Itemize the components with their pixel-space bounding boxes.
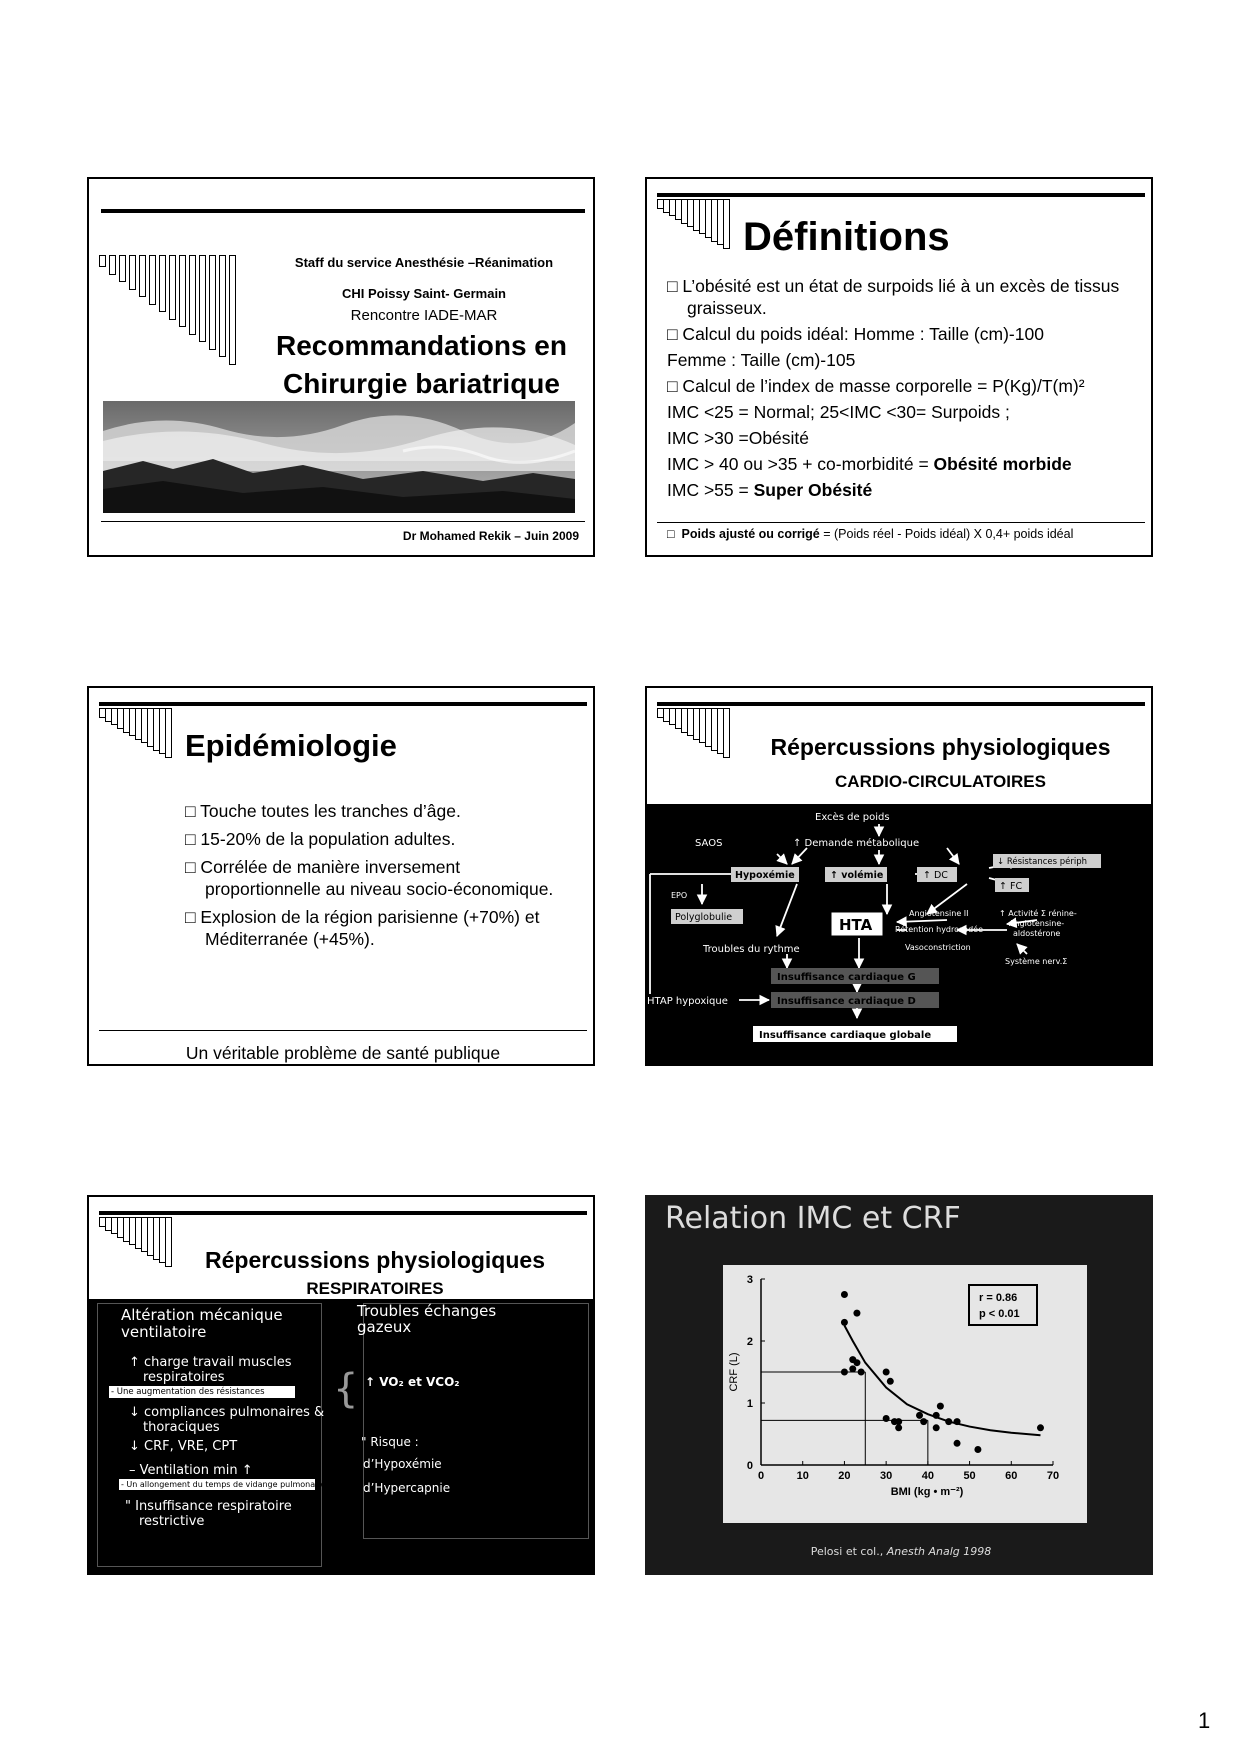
comb-tooth [219,255,226,357]
slide-2 [645,177,1153,557]
node-retention: Rétention hydrosodée [895,925,983,934]
slide-3 [87,686,595,1066]
y-tick-label: 3 [746,1274,753,1286]
slide-6 [645,1195,1153,1575]
hypoxemia-item: d’Hypoxémie [363,1457,442,1471]
note-rest: = (Poids réel - Poids idéal) X 0,4+ poids idéal [819,527,1074,541]
author-date: Dr Mohamed Rekik – Juin 2009 [402,529,579,543]
slide-title: Répercussions physiologiques [770,734,1111,760]
y-tick-label: 1 [746,1398,753,1410]
item-line: thoraciques [143,1420,220,1435]
node-icd: Insuffisance cardiaque D [777,996,916,1007]
header-line: gazeux [357,1318,412,1336]
node-saos: SAOS [695,838,723,849]
node-activite-2: Angiotensine- [1009,919,1065,928]
x-axis-label: BMI (kg • m⁻²) [890,1486,964,1498]
data-point [853,1359,860,1366]
data-point [895,1418,902,1425]
data-point [853,1310,860,1317]
node-hta: HTA [839,916,873,934]
slide-top-rule [657,193,1145,197]
node-epo: EPO [671,891,688,900]
list-item: □ Touche toutes les tranches d’âge. [185,801,461,821]
risk-item: " Risque : [361,1435,419,1449]
comb-decoration [99,255,239,365]
slide-title: Relation IMC et CRF [665,1201,961,1236]
comb-tooth [189,255,196,335]
comb-decoration [657,199,727,249]
node-hypoxemie: Hypoxémie [735,870,795,881]
definition-line: Femme : Taille (cm)-105 [667,350,856,370]
note-bullet: □ [667,527,675,541]
list-item: □ Explosion de la région parisienne (+70%) et Méditerranée (+45%). [185,907,540,949]
data-point [937,1403,944,1410]
list-item: □ Corrélée de manière inversement proportionnelle au niveau socio-économique. [185,857,554,899]
node-demande: ↑ Demande métabolique [793,838,920,849]
comb-tooth [179,255,186,327]
stats-label: p < 0.01 [979,1308,1020,1320]
x-tick-label: 70 [1046,1470,1060,1482]
data-point [883,1415,890,1422]
definition-line [667,479,1147,501]
data-point [945,1418,952,1425]
data-point [841,1291,848,1298]
comb-tooth [149,255,156,305]
data-point [895,1424,902,1431]
node-resistances: ↓ Résistances périph [997,857,1088,867]
slide-4 [645,686,1153,1066]
insufficiency-item [125,1499,292,1529]
definition-line: □ Calcul du poids idéal: Homme : Taille (cm)-100 [667,324,1044,344]
crf-bmi-chart [723,1265,1087,1523]
x-tick-label: 40 [921,1470,934,1482]
slide-top-rule [101,209,585,213]
data-point [887,1378,894,1385]
data-point [933,1424,940,1431]
data-point [954,1418,961,1425]
definitions-body [667,275,1147,505]
slide-top-rule [99,702,587,706]
data-point [883,1369,890,1376]
x-tick-label: 50 [963,1470,976,1482]
data-point [920,1418,927,1425]
slide-bottom-rule [101,521,585,522]
x-tick-label: 10 [796,1470,809,1482]
public-health-note: Un véritable problème de santé publique [185,1043,501,1063]
slide-top-rule [657,702,1145,706]
ventilation-item: – Ventilation min ↑ [129,1463,253,1478]
node-troubles: Troubles du rythme [703,944,800,955]
comb-tooth [209,255,216,350]
citation-authors: Pelosi et col., [810,1545,887,1558]
definition-line: IMC <25 = Normal; 25<IMC <30= Surpoids ; [667,402,1010,422]
data-point [954,1440,961,1447]
node-icg: Insuffisance cardiaque G [777,972,916,983]
comb-tooth [159,255,166,312]
compliance-item [129,1405,324,1435]
comb-tooth [199,255,206,342]
comb-tooth [99,255,106,267]
x-tick-label: 20 [838,1470,851,1482]
list-item: □ 15-20% de la population adultes. [185,829,456,849]
comb-tooth [723,199,730,249]
resistance-caption: - Une augmentation des résistances [109,1386,295,1398]
header-line: Altération mécanique [121,1306,283,1324]
imc40-bold: Obésité morbide [933,454,1072,474]
slide-5 [87,1195,595,1575]
comb-tooth [229,255,236,365]
citation [647,1545,1153,1558]
x-tick-label: 60 [1005,1470,1018,1482]
data-point [841,1369,848,1376]
header-line: ventilatoire [121,1323,207,1341]
data-point [933,1412,940,1419]
mechanical-header [121,1307,283,1341]
fit-curve [844,1326,1040,1436]
comb-tooth [169,255,176,320]
y-tick-label: 0 [746,1460,753,1472]
gas-exchange-box [363,1303,589,1539]
node-systeme: Système nerv.Σ [1005,957,1068,966]
definition-line: □ L’obésité est un état de surpoids lié à un excès de tissus graisseux. [667,276,1120,318]
stats-label: r = 0.86 [979,1292,1018,1304]
slide-1 [87,177,595,557]
imc40-text: IMC > 40 ou >35 + co-morbidité = [667,454,934,474]
note-bold: Poids ajusté ou corrigé [681,527,820,541]
x-tick-label: 0 [757,1470,765,1482]
slide-title [249,327,594,403]
hypercapnia-item: d’Hypercapnie [363,1481,451,1495]
node-angiotensine: Angiotensine II [909,909,969,918]
sea-rocks-photo [103,401,575,513]
slide-title: Répercussions physiologiques [205,1247,545,1273]
y-tick-label: 2 [746,1336,753,1348]
page-number: 1 [1198,1708,1211,1733]
x-tick-label: 30 [880,1470,893,1482]
node-fc: ↑ FC [999,881,1023,892]
node-vasoconstriction: Vasoconstriction [905,943,971,952]
epidemiology-list [185,800,565,956]
comb-decoration [99,1217,169,1267]
vo2-item: ↑ VO₂ et VCO₂ [365,1375,460,1389]
data-point [1037,1424,1044,1431]
data-point [974,1446,981,1453]
charge-item [129,1355,292,1385]
item-line: ↑ charge travail muscles [129,1355,292,1370]
item-line: ↓ compliances pulmonaires & [129,1405,325,1420]
slide-bottom-rule [657,522,1145,523]
data-point [858,1369,865,1376]
comb-tooth [119,255,126,282]
cardio-flow-diagram [647,804,1153,1066]
data-point [841,1319,848,1326]
imc55-bold: Super Obésité [753,480,873,500]
comb-tooth [723,708,730,758]
imc55-text: IMC >55 = [667,480,754,500]
data-point [849,1365,856,1372]
definition-line [667,453,1147,475]
slide-top-rule [99,1211,587,1215]
data-point [916,1412,923,1419]
respiratory-panel [89,1299,595,1575]
comb-tooth [165,1217,172,1267]
title-line-2: Chirurgie bariatrique [283,368,560,399]
comb-tooth [129,255,136,290]
crf-item: ↓ CRF, VRE, CPT [129,1439,238,1454]
node-activite-3: aldostérone [1013,929,1061,938]
node-dc: ↑ DC [923,870,948,881]
slide-subtitle: CARDIO-CIRCULATOIRES [835,772,1046,791]
node-exces: Excès de poids [815,812,890,823]
definition-line: □ Calcul de l’index de masse corporelle = P(Kg)/T(m)² [667,376,1085,396]
item-line: respiratoires [143,1370,225,1385]
node-htap: HTAP hypoxique [647,996,728,1007]
meeting-line: Rencontre IADE-MAR [350,307,498,324]
citation-journal: Anesth Analg 1998 [886,1545,992,1558]
staff-line: Staff du service Anesthésie –Réanimation [294,255,554,270]
node-icglobale: Insuffisance cardiaque globale [759,1030,932,1041]
slide-title: Epidémiologie [185,728,397,763]
comb-tooth [165,708,172,758]
comb-tooth [109,255,116,275]
node-polyglobulie: Polyglobulie [675,912,733,923]
y-axis-label: CRF (L) [728,1352,740,1392]
slide-subtitle: RESPIRATOIRES [306,1279,444,1298]
comb-decoration [99,708,169,758]
hospital-line: CHI Poissy Saint- Germain [342,286,506,301]
node-activite: ↑ Activité Σ rénine- [999,909,1077,918]
definition-line: IMC >30 =Obésité [667,428,810,448]
gas-exchange-header [357,1303,496,1335]
item-line: restrictive [139,1514,205,1529]
item-line: " Insuffisance respiratoire [125,1499,292,1514]
slide-bottom-rule [99,1030,587,1031]
comb-decoration [657,708,727,758]
comb-tooth [139,255,146,297]
adjusted-weight-note [667,527,1147,541]
header-line: Troubles échanges [357,1302,497,1320]
brace-icon: { [333,1366,359,1412]
slide-title: Définitions [743,215,950,259]
emptying-caption: - Un allongement du temps de vidange pulmonaire [121,1480,326,1489]
title-line-1: Recommandations en [276,330,567,361]
node-volemie: ↑ volémie [830,870,884,881]
